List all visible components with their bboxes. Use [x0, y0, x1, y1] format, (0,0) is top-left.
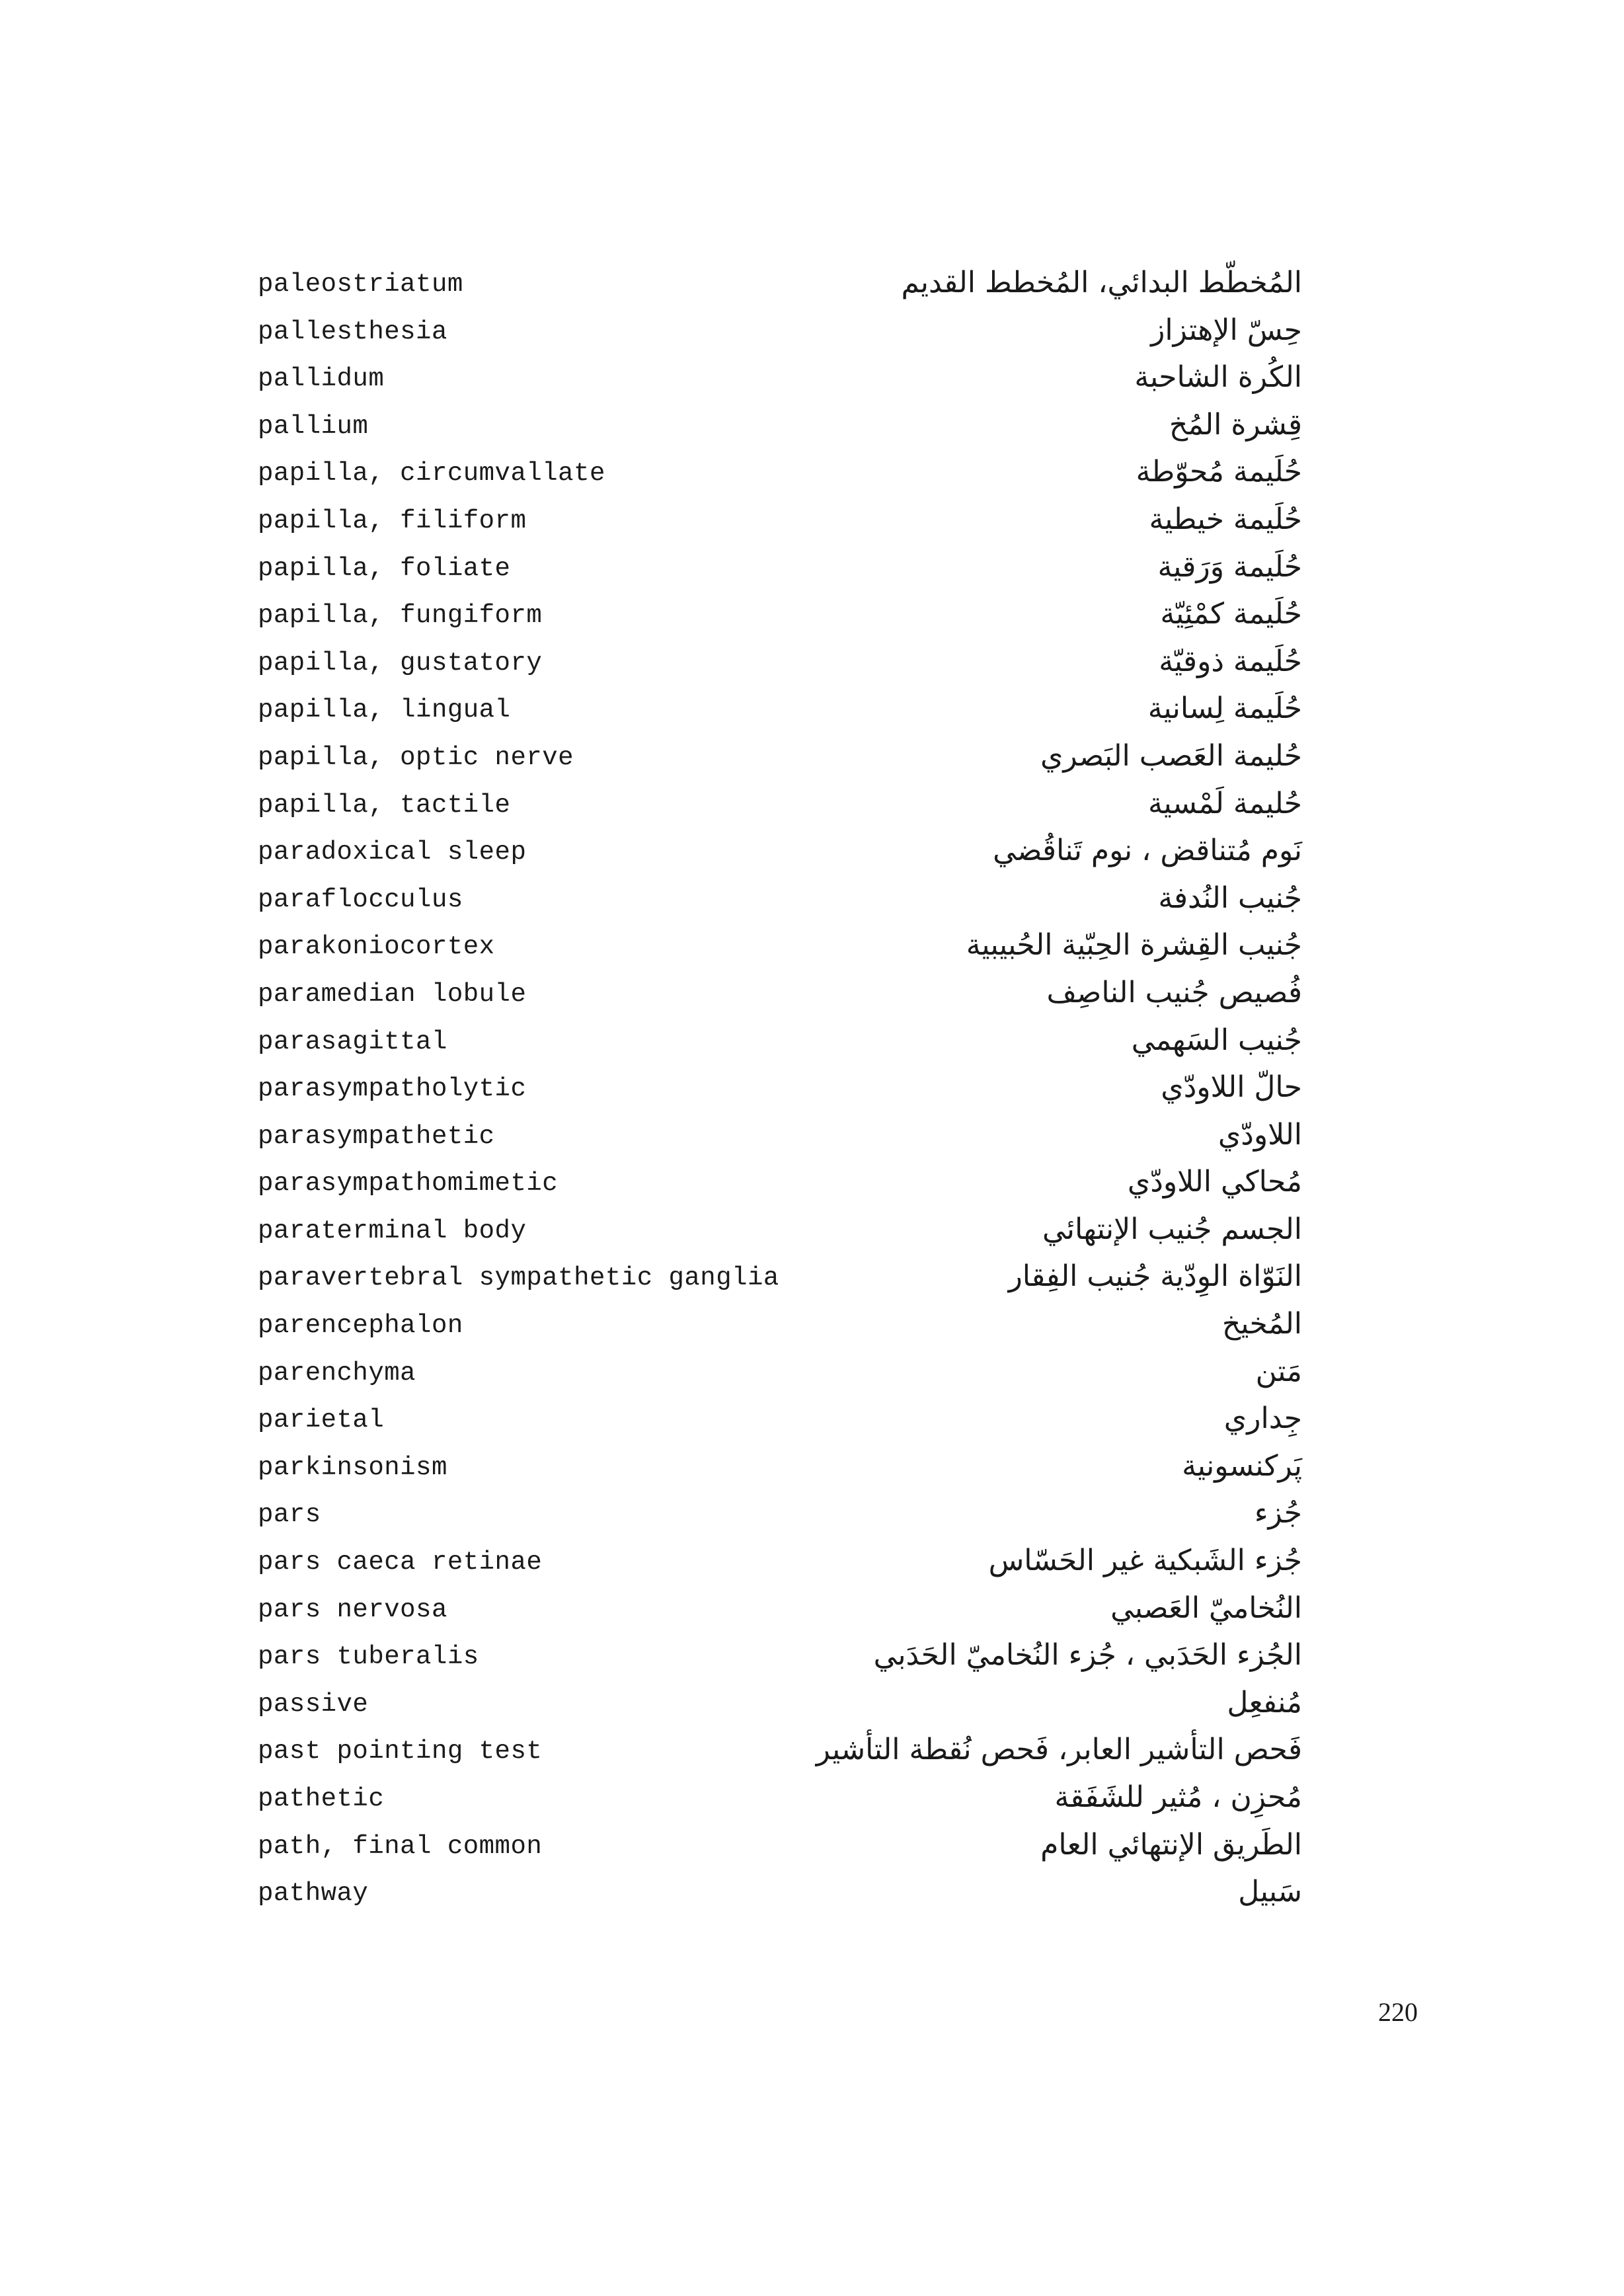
english-term: papilla, foliate [258, 553, 511, 583]
english-term: pars [258, 1500, 321, 1530]
glossary-entry [258, 1115, 1302, 1163]
arabic-translation: جُنيب النُدفة [1158, 881, 1302, 915]
arabic-translation: جُزء [1254, 1496, 1302, 1530]
english-term: pars tuberalis [258, 1642, 479, 1672]
arabic-translation: حُلَيمة وَرَقية [1157, 549, 1302, 584]
glossary-entry [258, 1399, 1302, 1446]
english-term: parenchyma [258, 1358, 416, 1388]
glossary-entry [258, 594, 1302, 642]
glossary-entry [258, 1210, 1302, 1257]
glossary-entry [258, 1683, 1302, 1731]
arabic-translation: حُلَيمة ذوقيّة [1159, 644, 1302, 678]
english-term: paraterminal body [258, 1216, 527, 1246]
english-term: papilla, gustatory [258, 648, 543, 678]
arabic-translation: جِداري [1223, 1402, 1302, 1436]
arabic-translation: الكُرة الشاحبة [1134, 360, 1302, 395]
page-number: 220 [1378, 1997, 1418, 2027]
glossary-entry [258, 1730, 1302, 1778]
english-term: papilla, filiform [258, 506, 527, 535]
glossary-entry [258, 689, 1302, 736]
glossary-entry [258, 1636, 1302, 1683]
english-term: papilla, optic nerve [258, 742, 574, 772]
english-term: paradoxical sleep [258, 838, 527, 867]
arabic-translation: مَتن [1255, 1354, 1302, 1388]
glossary-entry [258, 1304, 1302, 1352]
arabic-translation: مُنفعِل [1227, 1685, 1302, 1720]
glossary-entry [258, 1825, 1302, 1873]
english-term: pars caeca retinae [258, 1548, 543, 1577]
arabic-translation: النُخاميّ العَصبي [1110, 1591, 1302, 1625]
english-term: pars nervosa [258, 1595, 447, 1624]
glossary-entry [258, 405, 1302, 453]
glossary-entry [258, 973, 1302, 1021]
glossary-entry [258, 1872, 1302, 1920]
glossary-list [258, 263, 1302, 1920]
glossary-entry [258, 1162, 1302, 1210]
arabic-translation: حُلَيمة مُحوّطة [1136, 455, 1302, 489]
arabic-translation: فُصيص جُنيب الناصِف [1046, 975, 1302, 1009]
glossary-entry [258, 784, 1302, 832]
english-term: pallidum [258, 364, 385, 394]
arabic-translation: پَركنسونية [1182, 1448, 1302, 1483]
english-term: past pointing test [258, 1737, 543, 1766]
english-term: paramedian lobule [258, 979, 527, 1009]
arabic-translation: نَوم مُتناقض ، نوم تَناقُضي [993, 834, 1302, 868]
english-term: parakoniocortex [258, 932, 495, 962]
glossary-entry [258, 1021, 1302, 1068]
glossary-entry [258, 263, 1302, 311]
arabic-translation: حُلَيمة كمْئِيّة [1160, 597, 1302, 631]
glossary-entry [258, 311, 1302, 358]
glossary-entry [258, 1589, 1302, 1636]
arabic-translation: جُزء الشَبكية غير الحَسّاس [988, 1544, 1302, 1578]
english-term: pallesthesia [258, 317, 447, 346]
arabic-translation: اللاودّي [1218, 1117, 1302, 1152]
glossary-entry [258, 500, 1302, 547]
arabic-translation: مُحزِن ، مُثير للشَفَقة [1054, 1780, 1302, 1814]
english-term: pallium [258, 411, 369, 441]
english-term: paravertebral sympathetic ganglia [258, 1263, 779, 1293]
glossary-entry [258, 452, 1302, 500]
glossary-entry [258, 1352, 1302, 1400]
glossary-entry [258, 879, 1302, 926]
english-term: parietal [258, 1405, 385, 1435]
arabic-translation: المُخيخ [1221, 1307, 1302, 1341]
arabic-translation: حُليمة العَصب البَصري [1040, 738, 1302, 773]
english-term: papilla, tactile [258, 790, 511, 820]
english-term: path, final common [258, 1831, 543, 1861]
english-term: pathway [258, 1879, 369, 1909]
english-term: papilla, lingual [258, 695, 511, 725]
glossary-entry [258, 642, 1302, 690]
glossary-entry [258, 736, 1302, 784]
glossary-entry [258, 1778, 1302, 1825]
glossary-entry [258, 1493, 1302, 1541]
glossary-entry [258, 926, 1302, 973]
english-term: pathetic [258, 1784, 385, 1813]
arabic-translation: حُلَيمة لِسانية [1147, 692, 1302, 726]
glossary-entry [258, 547, 1302, 595]
english-term: parasympathetic [258, 1121, 495, 1151]
glossary-entry [258, 1257, 1302, 1304]
arabic-translation: حُلَيمة خيطية [1149, 502, 1302, 536]
arabic-translation: الجُزء الحَدَبي ، جُزء النُخاميّ الحَدَبي [873, 1638, 1302, 1673]
english-term: parasagittal [258, 1027, 447, 1056]
arabic-translation: الجسم جُنيب الإنتهائي [1042, 1212, 1302, 1246]
arabic-translation: حِسّ الإهتزاز [1151, 313, 1302, 347]
arabic-translation: قِشرة المُخ [1169, 407, 1302, 442]
glossary-entry [258, 1068, 1302, 1115]
arabic-translation: حُليمة لَمْسية [1147, 786, 1302, 820]
english-term: paleostriatum [258, 270, 463, 299]
english-term: parasympathomimetic [258, 1169, 559, 1199]
arabic-translation: مُحاكي اللاودّي [1127, 1165, 1302, 1199]
arabic-translation: الطَريق الإنتهائي العام [1040, 1827, 1302, 1862]
glossary-entry [258, 1541, 1302, 1589]
english-term: papilla, circumvallate [258, 459, 605, 489]
glossary-entry [258, 358, 1302, 405]
english-term: parkinsonism [258, 1452, 447, 1482]
arabic-translation: فَحص التأشير العابر، فَحص نُقطة التأشير [816, 1733, 1302, 1767]
arabic-translation: النَوّاة الوِدّية جُنيب الفِقار [1008, 1259, 1302, 1294]
arabic-translation: المُخطّط البدائي، المُخطط القديم [901, 266, 1302, 299]
arabic-translation: جُنيب السَهمي [1131, 1023, 1302, 1057]
arabic-translation: جُنيب القِشرة الحِبّية الحُبيبية [966, 928, 1302, 963]
english-term: parencephalon [258, 1311, 463, 1341]
arabic-translation: سَبيل [1238, 1875, 1302, 1909]
english-term: paraflocculus [258, 885, 463, 914]
english-term: papilla, fungiform [258, 601, 543, 631]
glossary-entry [258, 1446, 1302, 1494]
english-term: passive [258, 1689, 369, 1719]
english-term: parasympatholytic [258, 1074, 527, 1104]
glossary-entry [258, 831, 1302, 879]
arabic-translation: حالّ اللاودّي [1161, 1070, 1302, 1105]
